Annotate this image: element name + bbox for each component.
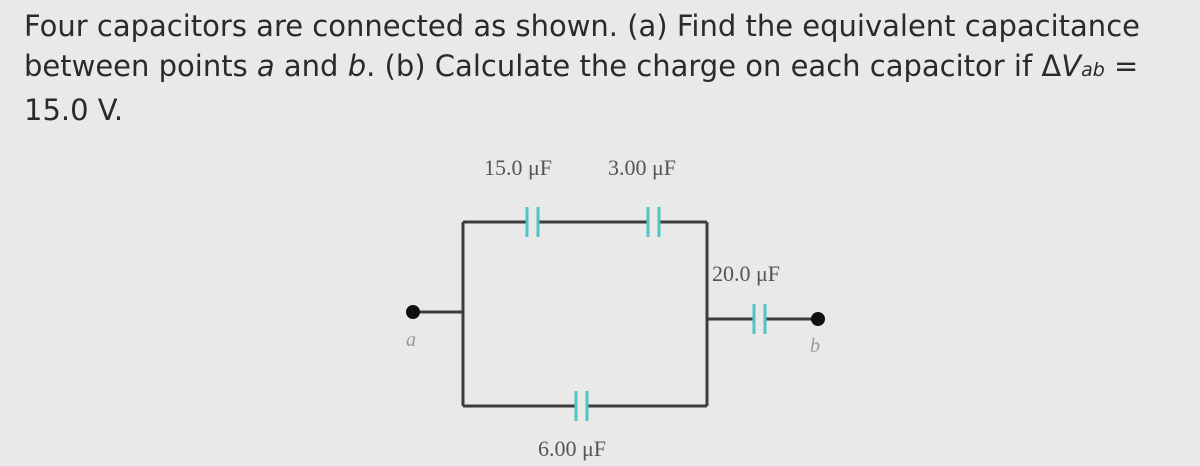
- circuit-wires: [413, 222, 818, 406]
- cap-label-3uf: 3.00 μF: [608, 155, 677, 180]
- point-b-ref: b: [347, 49, 367, 83]
- terminal-a-label: a: [406, 329, 416, 351]
- capacitor-20uf: [754, 304, 765, 334]
- capacitor-3uf: [648, 207, 659, 237]
- cap-label-20uf: 20.0 μF: [712, 261, 781, 286]
- capacitor-plates: [527, 207, 765, 421]
- question-part-1: Four capacitors are connected as shown. (a) Find the equivalent capacitance between points: [24, 9, 1140, 83]
- question-part-2: and: [274, 49, 348, 83]
- point-a-ref: a: [256, 49, 275, 83]
- question-part-4: = 15.0 V.: [24, 49, 1139, 127]
- question-part-3: . (b) Calculate the charge on each capacitor if Δ: [366, 49, 1062, 83]
- capacitor-6uf: [576, 391, 587, 421]
- terminal-b-dot: [811, 312, 825, 326]
- voltage-subscript: ab: [1081, 59, 1105, 81]
- cap-label-15uf: 15.0 μF: [484, 155, 553, 180]
- voltage-symbol: V: [1061, 49, 1082, 83]
- cap-label-6uf: 6.00 μF: [538, 436, 607, 461]
- terminal-a-dot: [406, 305, 420, 319]
- capacitor-15uf: [527, 207, 538, 237]
- terminal-b-label: b: [810, 335, 820, 357]
